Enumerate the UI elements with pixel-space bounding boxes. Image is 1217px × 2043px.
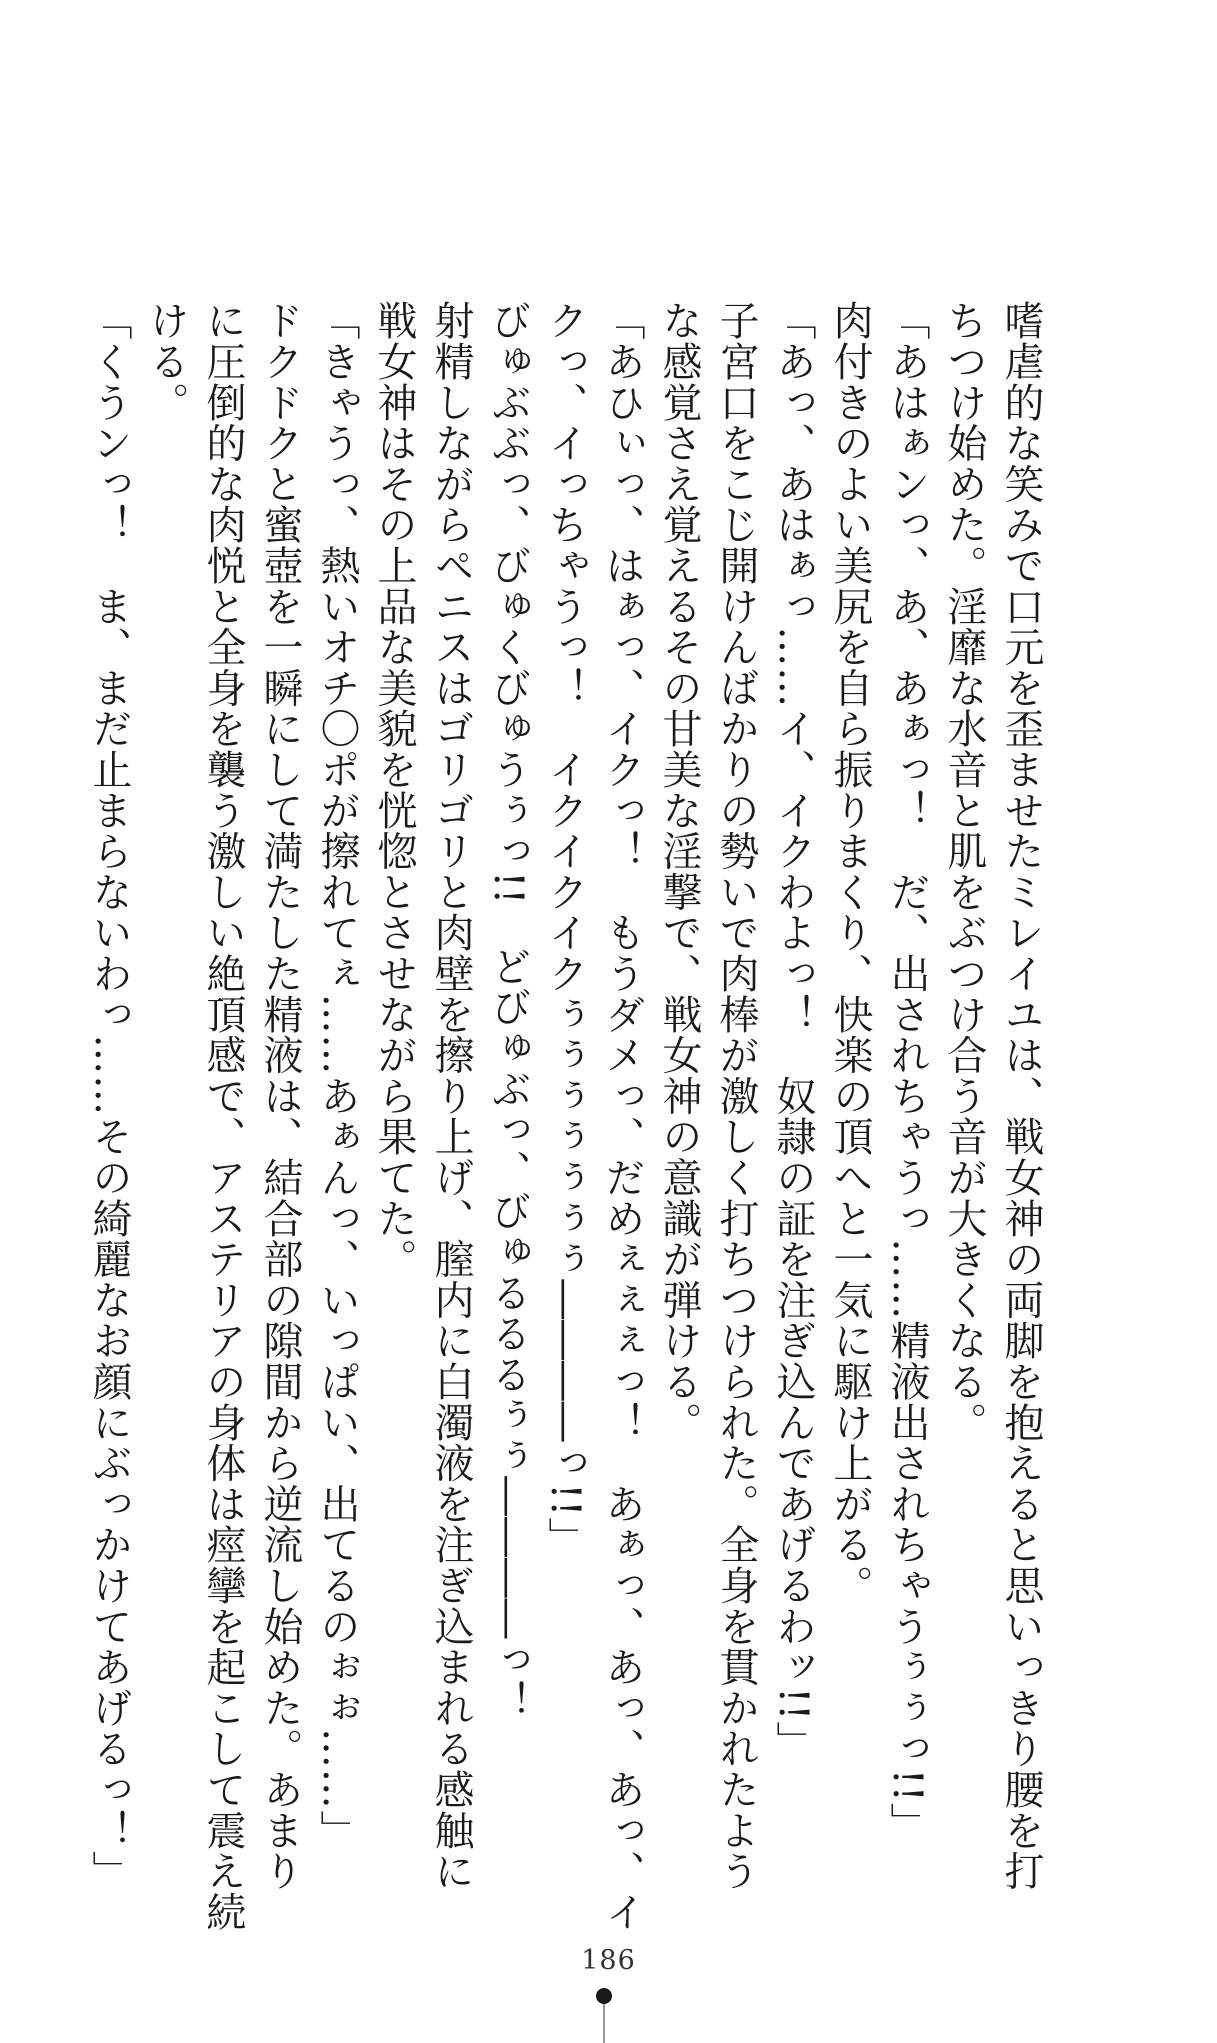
text-line: クっ、イっちゃうっ！ イクイクイクぅぅぅぅぅぅぅ――――っ!!」: [542, 300, 588, 1558]
text-line: 肉付きのよい美尻を自ら振りまくり、快楽の頂へと一気に駆け上がる。: [827, 300, 873, 1606]
text-line: 「あっ、あはぁっ……イ、イクわよっ！ 奴隷の証を注ぎ込んであげるわッ!!」: [770, 300, 816, 1762]
page-number: 186: [581, 1945, 636, 1976]
page-marker-line: [603, 2004, 605, 2043]
text-line: 「あひぃっ、はぁっ、イクっ！ もうダメっ、だめぇぇぇっ！ あぁっ、あっ、あっ、イ: [599, 300, 645, 1932]
text-line: 嗜虐的な笑みで口元を歪ませたミレイユは、戦女神の両脚を抱えると思いっきり腰を打: [998, 300, 1044, 1892]
text-line: ける。: [143, 300, 189, 423]
text-line: に圧倒的な肉悦と全身を襲う激しい絶頂感で、アステリアの身体は痙攣を起こして震え続: [200, 300, 246, 1932]
text-line: 戦女神はその上品な美貌を恍惚とさせながら果てた。: [371, 300, 417, 1280]
text-line: 「きゃうっ、熱いオチ〇ポが擦れてぇ……あぁんっ、いっぱい、出てるのぉぉ……」: [314, 300, 360, 1851]
text-line: 「あはぁンっ、あ、あぁっ！ だ、出されちゃうっ……精液出されちゃうぅぅっ!!」: [884, 300, 930, 1844]
text-line: 子宮口をこじ開けんばかりの勢いで肉棒が激しく打ちつけられた。全身を貫かれたよう: [713, 300, 759, 1892]
text-line: 射精しながらペニスはゴリゴリと肉壁を擦り上げ、膣内に白濁液を注ぎ込まれる感触に: [428, 300, 474, 1892]
text-line: びゅぶぶっ、びゅくびゅうぅっ!! どびゅぶっ、びゅるるるぅぅ――――っ！: [485, 300, 531, 1721]
text-line: ドクドクと蜜壺を一瞬にして満たした精液は、結合部の隙間から逆流し始めた。あまり: [257, 300, 303, 1892]
text-line: ちつけ始めた。淫靡な水音と肌をぶつけ合う音が大きくなる。: [941, 300, 987, 1443]
text-line: な感覚さえ覚えるその甘美な淫撃で、戦女神の意識が弾ける。: [656, 300, 702, 1443]
text-line: 「くうンっ！ ま、まだ止まらないわっ……その綺麗なお顔にぶっかけてあげるっ！」: [86, 300, 132, 1892]
page-marker-dot-icon: [596, 1988, 612, 2004]
vertical-text-body: [80, 300, 1049, 1932]
